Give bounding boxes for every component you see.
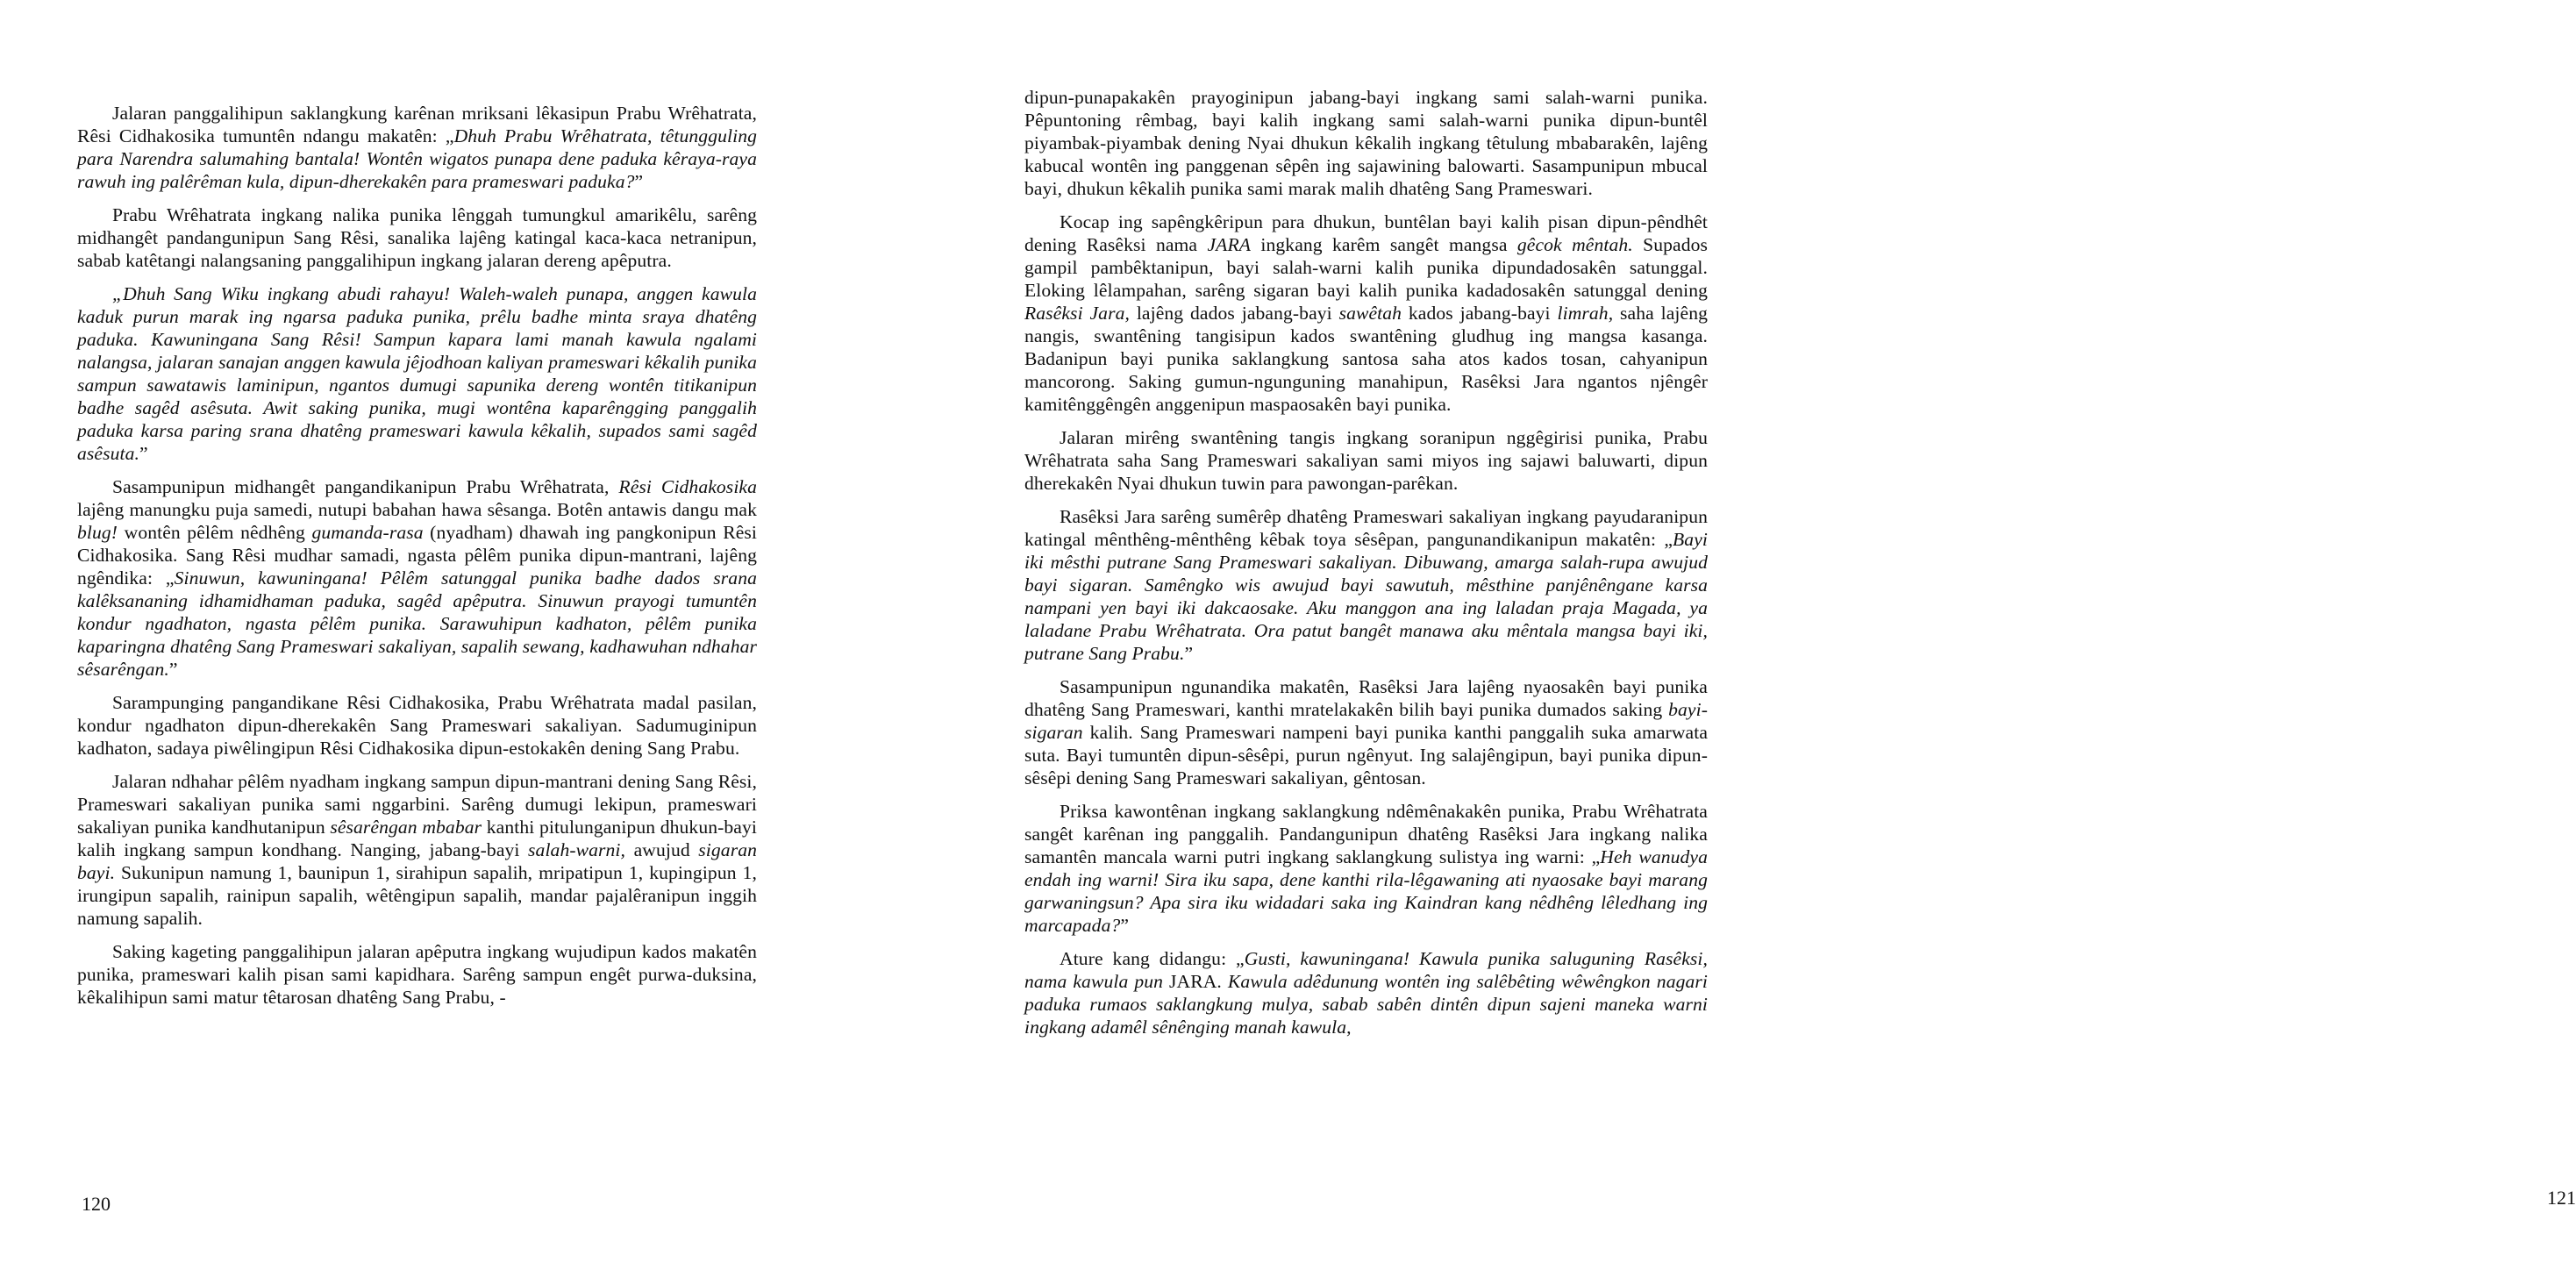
text-run: Prabu Wrêhatrata ingkang nalika punika lênggah tumungkul amarikêlu, sarêng midhangêt pandangunipun Sang Rêsi, sanalika lajêng katingal kaca-kaca netranipun, sabab katêtangi nalangsaning panggalihipun ingkang jalaran dereng apêputra. bbox=[77, 204, 757, 271]
paragraph bbox=[77, 940, 757, 1009]
text-run: Saking kageting panggalihipun jalaran apêputra ingkang wujudipun kados makatên punika, prameswari kalih pisan sami kapidhara. Sarêng sampun engêt purwa-duksina, kêkalihipun sami matur têtarosan dhatêng Sang Prabu, - bbox=[77, 941, 757, 1008]
text-run: Sarampunging pangandikane Rêsi Cidhakosika, Prabu Wrêhatrata madal pasilan, kondur ngadhaton dipun-dherekakên Sang Prameswari sakaliyan. Sadumuginipun kadhaton, sadaya piwêlingipun Rêsi Cidhakosika dipun-estokakên dening Sang Prabu. bbox=[77, 692, 757, 759]
text-run: (nyadham) dhawah ing pangkonipun Rêsi Cidhakosika. Sang Rêsi mudhar samadi, ngasta pêlêm punika dipun-mantrani, lajêng ngêndika: „ bbox=[77, 522, 758, 589]
paragraph bbox=[77, 475, 757, 681]
right-page bbox=[898, 0, 2576, 1270]
text-run: lajêng dados jabang-bayi bbox=[1129, 303, 1339, 324]
text-run: ” bbox=[139, 443, 148, 464]
text-run: dipun-punapakakên prayoginipun jabang-bayi ingkang sami salah-warni punika. Pêpuntoning rêmbag, bayi kalih ingkang sami salah-warni punika dipun-buntêl piyambak-piyambak dening Nyai dhukun kêkalih ingkang têtulung mbabarakên, lajêng kabucal wontên ing panggenan sêpên ing sajawining balowarti. Sasampunipun mbucal bayi, dhukun kêkalih punika sami marak malih dhatêng Sang Prameswari. bbox=[1024, 87, 1708, 199]
text-run: Rasêksi Jara sarêng sumêrêp dhatêng Prameswari sakaliyan ingkang payudaranipun katingal mênthêng-mênthêng kêbak toya sêsêpan, pangunandikanipun makatên: „ bbox=[1024, 506, 1708, 550]
italic-text-run: sêsarêngan mbabar bbox=[330, 817, 482, 838]
italic-text-run: limrah, bbox=[1557, 303, 1614, 324]
text-run: Kocap ing sapêngkêripun para dhukun, buntêlan bayi kalih pisan dipun-pêndhêt dening Rasêksi nama bbox=[1024, 211, 1708, 255]
paragraph bbox=[77, 203, 757, 272]
text-run: Ature kang didangu: „ bbox=[1060, 948, 1245, 969]
left-page-text-column bbox=[77, 102, 757, 1019]
italic-text-run: Kawula adêdunung wontên ing salêbêting wêwêngkon nagari paduka rumaos saklangkung mulya, sabab sabên dintên dipun sajeni maneka warni ingkang adamêl sênênging manah kawula, bbox=[1024, 971, 1708, 1038]
paragraph bbox=[1024, 947, 1708, 1038]
italic-text-run: Rêsi Cidhakosika bbox=[618, 476, 757, 497]
text-run: lajêng manungku puja samedi, nutupi babahan hawa sêsanga. Botên antawis dangu mak bbox=[77, 499, 757, 520]
text-run: saha lajêng nangis, swantêning tangisipun kados swantêning gludhug ing mangsa kasanga. Badanipun bayi punika saklangkung santosa saha atos kados tosan, cahyanipun mancorong. Saking gumun-ngunguning manahipun, Rasêksi Jara ngantos njêngêr kamitênggêngên anggenipun maspaosakên bayi punika. bbox=[1024, 303, 1709, 415]
paragraph bbox=[1024, 426, 1708, 495]
italic-text-run: Bayi iki mêsthi putrane Sang Prameswari sakaliyan. Dibuwang, amarga salah-rupa awujud bayi sigaran. Samêngko wis awujud bayi sawutuh, mêsthine panjênêngane karsa nampani yen bayi iki dakcaosake. Aku manggon ana ing laladan praja Magada, ya laladane Prabu Wrêhatrata. Ora patut bangêt manawa aku mêntala mangsa bayi iki, putrane Sang Prabu. bbox=[1024, 529, 1708, 664]
text-run: Sasampunipun ngunandika makatên, Rasêksi Jara lajêng nyaosakên bayi punika dhatêng Sang Prameswari, kanthi mratelakakên bilih bayi punika dumados saking bbox=[1024, 676, 1708, 720]
italic-text-run: sawêtah bbox=[1338, 303, 1402, 324]
italic-text-run: bayi-sigaran bbox=[1024, 699, 1708, 743]
italic-text-run: gêcok mêntah. bbox=[1516, 234, 1633, 255]
paragraph bbox=[1024, 800, 1708, 937]
text-run: kados jabang-bayi bbox=[1402, 303, 1558, 324]
text-run: Sasampunipun midhangêt pangandikanipun Prabu Wrêhatrata, bbox=[112, 476, 619, 497]
italic-text-run: Dhuh Prabu Wrêhatrata, têtungguling para Narendra salumahing bantala! Wontên wigatos punapa dene paduka kêraya-raya rawuh ing palêrêman kula, dipun-dherekakên para prameswari paduka? bbox=[77, 125, 757, 192]
text-run: wontên pêlêm nêdhêng bbox=[118, 522, 312, 543]
paragraph bbox=[1024, 210, 1708, 416]
right-page-text-column bbox=[1024, 86, 1708, 1049]
italic-text-run: blug! bbox=[77, 522, 118, 543]
paragraph bbox=[77, 691, 757, 760]
italic-text-run: Gusti, kawuningana! Kawula punika saluguning Rasêksi, nama kawula pun bbox=[1024, 948, 1708, 992]
text-run: JARA. bbox=[1169, 971, 1222, 992]
italic-text-run: Rasêksi Jara, bbox=[1024, 303, 1130, 324]
text-run: ingkang karêm sangêt mangsa bbox=[1251, 234, 1517, 255]
italic-text-run: gumanda-rasa bbox=[311, 522, 424, 543]
text-run: ” bbox=[168, 659, 178, 680]
text-run: ” bbox=[1120, 915, 1130, 936]
italic-text-run: salah-warni, bbox=[528, 839, 626, 860]
left-page bbox=[0, 0, 898, 1270]
paragraph bbox=[1024, 505, 1708, 665]
italic-text-run: Sinuwun, kawuningana! Pêlêm satunggal punika badhe dados srana kalêksananing idhamidhaman paduka, sagêd apêputra. Sinuwun prayogi tumuntên kondur ngadhaton, ngasta pêlêm punika. Sarawuhipun kadhaton, pêlêm punika kaparingna dhatêng Sang Prameswari sakaliyan, sapalih sewang, kadhawuhan ndhahar sêsarêngan. bbox=[77, 567, 757, 680]
italic-text-run: JARA bbox=[1207, 234, 1252, 255]
text-run: Priksa kawontênan ingkang saklangkung ndêmênakakên punika, Prabu Wrêhatrata sangêt karênan ing panggalih. Pandangunipun dhatêng Rasêksi Jara ingkang nalika samantên mancala warni putri ingkang saklangkung sulistya ing warni: „ bbox=[1024, 801, 1708, 867]
italic-text-run: sigaran bayi. bbox=[77, 839, 757, 883]
paragraph bbox=[77, 282, 757, 465]
paragraph bbox=[77, 102, 757, 193]
text-run: Sukunipun namung 1, baunipun 1, sirahipun sapalih, mripatipun 1, kupingipun 1, irungipun sapalih, rainipun sapalih, wêtêngipun sapalih, mandar pajalêranipun inggih namung sapalih. bbox=[77, 862, 757, 929]
text-run: awujud bbox=[625, 839, 699, 860]
italic-text-run: „Dhuh Sang Wiku ingkang abudi rahayu! Waleh-waleh punapa, anggen kawula kaduk purun marak ing ngarsa paduka punika, prêlu badhe minta sraya dhatêng paduka. Kawuningana Sang Rêsi! Sampun kapara lami manah kawula ngalami nalangsa, jalaran sanajan anggen kawula jêjodhoan kaliyan prameswari kêkalih punika sampun sawatawis laminipun, ngantos dumugi sapunika dereng wontên titikanipun badhe sagêd asêsuta. Awit saking punika, mugi wontêna kaparêngging panggalih paduka karsa paring srana dhatêng prameswari kawula kêkalih, supados sami sagêd asêsuta. bbox=[77, 283, 757, 464]
text-run: ” bbox=[634, 171, 644, 192]
text-run: Jalaran mirêng swantêning tangis ingkang soranipun nggêgirisi punika, Prabu Wrêhatrata saha Sang Prameswari sakaliyan sami miyos ing sajawi baluwarti, dipun dherekakên Nyai dhukun tuwin para pawongan-parêkan. bbox=[1024, 427, 1708, 494]
page-number: 121 bbox=[2547, 1187, 2576, 1209]
paragraph bbox=[1024, 86, 1708, 200]
page-number: 120 bbox=[82, 1193, 111, 1215]
text-run: kalih. Sang Prameswari nampeni bayi punika kanthi panggalih suka amarwata suta. Bayi tumuntên dipun-sêsêpi, purun ngênyut. Ing salajêngipun, bayi punika dipun-sêsêpi dening Sang Prameswari sakaliyan, gêntosan. bbox=[1024, 722, 1708, 788]
paragraph bbox=[1024, 675, 1708, 789]
paragraph bbox=[77, 770, 757, 930]
text-run: Jalaran ndhahar pêlêm nyadham ingkang sampun dipun-mantrani dening Sang Rêsi, Prameswari sakaliyan punika sami nggarbini. Sarêng dumugi lekipun, prameswari sakaliyan punika kandhutanipun bbox=[77, 771, 757, 838]
text-run: kanthi pitulunganipun dhukun-bayi kalih ingkang sampun kondhang. Nanging, jabang-bayi bbox=[77, 817, 757, 860]
italic-text-run: Heh wanudya endah ing warni! Sira iku sapa, dene kanthi rila-lêgawaning ati nyaosake bayi marang garwaningsun? Apa sira iku widadari saka ing Kaindran kang nêdhêng lêledhang ing marcapada? bbox=[1024, 846, 1708, 936]
text-run: Supados gampil pambêktanipun, bayi salah-warni kalih punika dipundadosakên satunggal. Eloking lêlampahan, sarêng sigaran bayi kalih punika kadadosakên satunggal dening bbox=[1024, 234, 1709, 301]
text-run: Jalaran panggalihipun saklangkung karênan mriksani lêkasipun Prabu Wrêhatrata, Rêsi Cidhakosika tumuntên ndangu makatên: „ bbox=[77, 103, 757, 146]
text-run: ” bbox=[1184, 643, 1194, 664]
